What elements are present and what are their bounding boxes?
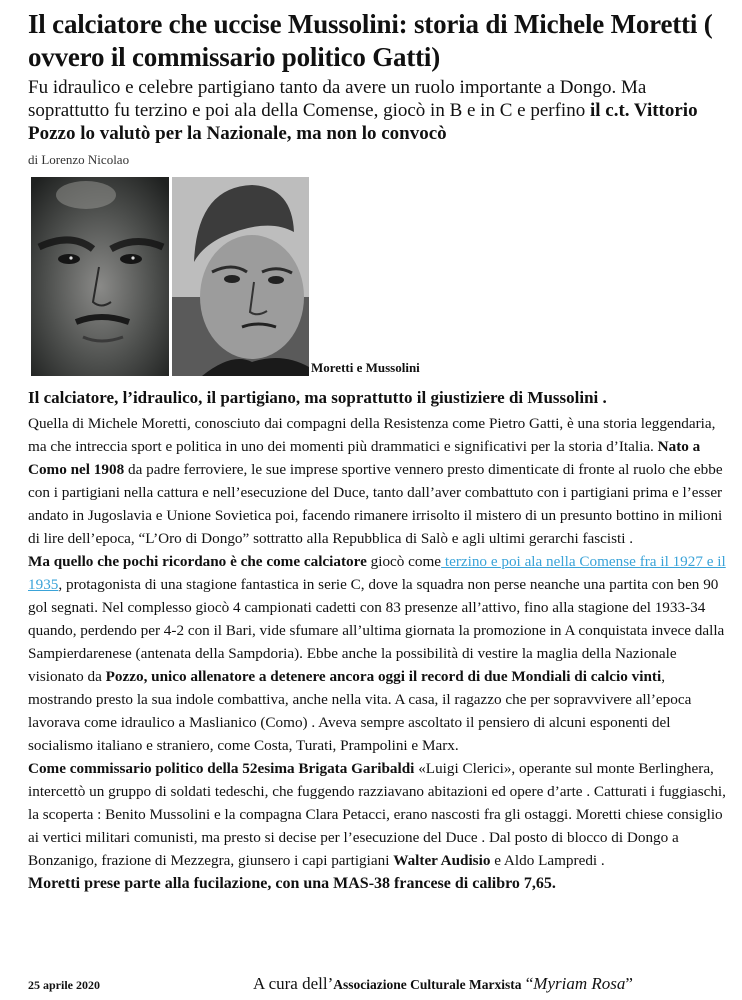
p1-text-c: da padre ferroviere, le sue imprese sportive vennero presto dimenticate di fronte al ruolo che ebbe con i partigiani nella cattura e nell’esecuzione del Duce, tanto dall’aver combattuto con i partigiani prima e l’esser andato in Jugoslavia e Unione Sovietica poi, facendo rimanere irrisolto il mistero di un presunto bottino in milioni di lire dell’epoca, “L’Oro di Dongo” sottratto alla Repubblica di Salò e agli ultimi gerarchi fascisti .: [28, 461, 723, 547]
p2-text-b: , protagonista di una stagione fantastica in serie C, dove la squadra non perse neanche una partita con ben 90 gol segnati. Nel complesso giocò 4 campionati cadetti con 83 presenze all’attivo, fino alla stagione del 1933-34 quando, perdendo per 4-2 con il Bari, vide sfumare all’ultima giornata la promozione in A conquistata invece dalla Sampierdarenese (antenata della Sampdoria). Ebbe anche la possibilità di vestire la maglia della Nazionale visionato da: [28, 576, 725, 685]
p1-bold: Nato a Como nel 1908: [28, 438, 701, 478]
article-body: [28, 412, 728, 895]
p2-bold-pozzo: Pozzo, unico allenatore a detenere ancora oggi il record di due Mondiali di calcio vinti: [105, 668, 662, 685]
p3-text-a: «Luigi Clerici», operante sul monte Berlinghera, intercettò un gruppo di soldati tedeschi, che fuggendo razziavano abitazioni ed opere d’arte . Catturati i fuggiaschi, la scoperta : Benito Mussolini e la compagna Clara Petacci, erano nascosti fra gli ostaggi. Moretti chiese consiglio ai vertici militari comunisti, ma presto si decise per l’esecuzione del Duce . Dal posto di blocco di Dongo a Bonzanigo, frazione di Mezzegra, giunsero i capi partigiani: [28, 760, 726, 869]
p3-text-b: e Aldo Lampredi .: [490, 852, 605, 869]
p3-bold: Come commissario politico della 52esima Brigata Garibaldi: [28, 760, 415, 777]
credit-name: Myriam Rosa: [533, 974, 626, 993]
footer-date: 25 aprile 2020: [28, 978, 100, 992]
subtitle-text: Fu idraulico e celebre partigiano tanto da avere un ruolo importante a Dongo. Ma soprattutto fu terzino e poi ala della Comense, giocò in B e in C e perfino: [28, 77, 647, 121]
comense-link[interactable]: terzino e poi ala nella Comense fra il 1927 e il 1935: [28, 553, 726, 593]
photo-moretti: [31, 177, 169, 376]
paragraph-1: [28, 412, 728, 550]
p3-bold-audisio: Walter Audisio: [393, 852, 491, 869]
p1-text-a: Quella di Michele Moretti, conosciuto dai compagni della Resistenza come Pietro Gatti, è una storia leggendaria, ma che intreccia sport e politica in uno dei momenti più drammatici e significativi per la storia d’Italia.: [28, 415, 716, 455]
p2-bold: Ma quello che pochi ricordano è che come calciatore: [28, 553, 367, 570]
portrait-mussolini-image: [172, 177, 309, 376]
paragraph-3: [28, 757, 728, 872]
p2-text-a: giocò come: [366, 553, 442, 570]
credit-open-quote: “: [521, 974, 534, 993]
byline: di Lorenzo Nicolao: [28, 152, 130, 167]
p2-text-c: , mostrando presto la sua indole combattiva, anche nella vita. A casa, il ragazzo che per sopravvivere all’epoca lavorava come idraulico a Maslianico (Como) . Aveva sempre ascoltato il pensiero di alcuni esponenti del socialismo italiano e straniero, come Costa, Turati, Prampolini e Marx.: [28, 668, 692, 754]
article-lead: Il calciatore, l’idraulico, il partigiano, ma soprattutto il giustiziere di Mussolini .: [28, 388, 607, 407]
credit-prefix: A cura dell’: [253, 974, 334, 993]
photo-caption: Moretti e Mussolini: [311, 360, 420, 375]
final-statement: Moretti prese parte alla fucilazione, con una MAS-38 francese di calibro 7,65.: [28, 875, 556, 892]
article-subtitle: [28, 76, 728, 145]
subtitle-bold-text: il c.t. Vittorio Pozzo lo valutò per la Nazionale, ma non lo convocò: [28, 100, 698, 144]
photo-mussolini: [172, 177, 309, 376]
article-title: Il calciatore che uccise Mussolini: storia di Michele Moretti ( ovvero il commissario politico Gatti): [28, 9, 713, 72]
paragraph-2: [28, 550, 728, 757]
portrait-moretti-image: [31, 177, 169, 376]
credit-organization: Associazione Culturale Marxista: [333, 977, 522, 992]
credit-close-quote: ”: [625, 974, 633, 993]
footer-credit: [253, 974, 633, 994]
